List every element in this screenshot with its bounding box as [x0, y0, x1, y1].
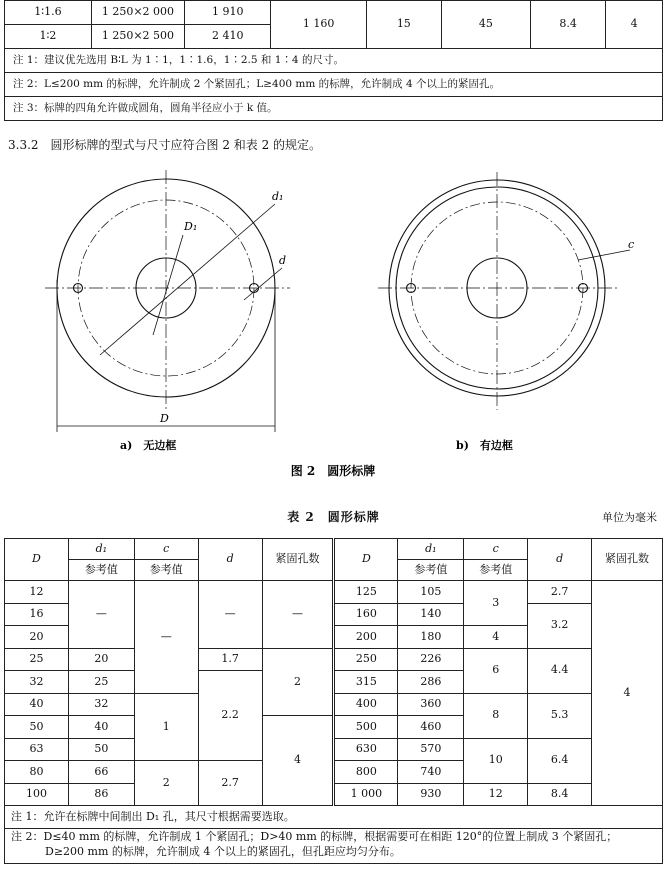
- cell-c: 12: [464, 783, 528, 806]
- cell-D: 250: [334, 648, 398, 671]
- cell-D: 400: [334, 693, 398, 716]
- area-cell: 2 410: [185, 25, 271, 49]
- label-b: b) 有边框: [456, 439, 513, 452]
- header-ref: 参考值: [134, 560, 198, 581]
- cell-D: 200: [334, 626, 398, 649]
- cell-d1: 32: [68, 693, 134, 716]
- ratio-cell: 1∶2: [5, 25, 92, 49]
- leader-D1: [153, 235, 183, 335]
- cell-D: 50: [5, 716, 69, 739]
- cell-D: 32: [5, 671, 69, 694]
- header-ref: 参考值: [398, 560, 464, 581]
- merged-cell: 15: [366, 1, 441, 49]
- cell-d1: 86: [68, 783, 134, 806]
- cell-c: 3: [464, 581, 528, 626]
- table-note: 注 1：允许在标牌中间制出 D₁ 孔，其尺寸根据需要选取。: [5, 806, 663, 829]
- table-row: [5, 1, 663, 25]
- plate-with-border: [378, 172, 630, 410]
- table-title: 表 2 圆形标牌: [287, 510, 380, 524]
- cell-d: 1.7: [198, 648, 262, 671]
- cell-d1: 50: [68, 738, 134, 761]
- area-cell: 1 910: [185, 1, 271, 25]
- cell-d: 8.4: [528, 783, 592, 806]
- header-d: d: [198, 539, 262, 581]
- cell-d1: 20: [68, 648, 134, 671]
- cell-D: 63: [5, 738, 69, 761]
- cell-d1: 40: [68, 716, 134, 739]
- table-note: [5, 829, 663, 864]
- cell-d1: 360: [398, 693, 464, 716]
- cell-c: 8: [464, 693, 528, 738]
- cell-holes: 2: [262, 648, 334, 716]
- table-note-line: 注 2：D≤40 mm 的标牌，允许制成 1 个紧固孔；D>40 mm 的标牌，根据需要可在相距 120°的位置上制成 3 个紧固孔；: [11, 830, 618, 843]
- header-c: c: [464, 539, 528, 560]
- table-note: 注 3：标牌的四角允许做成圆角，圆角半径应小于 k 值。: [5, 97, 663, 121]
- header-d: d: [528, 539, 592, 581]
- dim-label-c: c: [628, 238, 635, 251]
- cell-D: 125: [334, 581, 398, 604]
- leader-d: [244, 268, 282, 300]
- cell-d: 2.7: [198, 761, 262, 806]
- header-c: c: [134, 539, 198, 560]
- cell-d: —: [198, 581, 262, 649]
- table-row: [5, 783, 663, 806]
- cell-d1: 180: [398, 626, 464, 649]
- cell-d1: 105: [398, 581, 464, 604]
- cell-D: 25: [5, 648, 69, 671]
- table-note: 注 1：建议优先选用 B∶L 为 1∶1，1∶1.6，1∶2.5 和 1∶4 的尺寸。: [5, 49, 663, 73]
- cell-holes: 4: [592, 581, 663, 806]
- header-d1: d₁: [68, 539, 134, 560]
- header-d1: d₁: [398, 539, 464, 560]
- cell-D: 160: [334, 603, 398, 626]
- cell-c: 10: [464, 738, 528, 783]
- merged-cell: 1 160: [271, 1, 367, 49]
- cell-D: 20: [5, 626, 69, 649]
- cell-d1: 66: [68, 761, 134, 784]
- cell-d: 5.3: [528, 693, 592, 738]
- cell-d1: 226: [398, 648, 464, 671]
- cell-c: 2: [134, 761, 198, 806]
- cell-d1: 930: [398, 783, 464, 806]
- table-note: 注 2：L≤200 mm 的标牌，允许制成 2 个紧固孔；L≥400 mm 的标牌，允许制成 4 个以上的紧固孔。: [5, 73, 663, 97]
- plate-without-border: [45, 170, 290, 432]
- cell-d: 2.2: [198, 671, 262, 761]
- cell-D: 1 000: [334, 783, 398, 806]
- merged-cell: 8.4: [531, 1, 606, 49]
- header-D: D: [5, 539, 69, 581]
- cell-D: 630: [334, 738, 398, 761]
- merged-cell: 45: [441, 1, 530, 49]
- cell-d1: 286: [398, 671, 464, 694]
- figure-2: [0, 160, 667, 480]
- header-ref: 参考值: [464, 560, 528, 581]
- header-holes: 紧固孔数: [592, 539, 663, 581]
- cell-D: 800: [334, 761, 398, 784]
- top-table: [4, 0, 663, 121]
- section-text: 3.3.2 圆形标牌的型式与尺寸应符合图 2 和表 2 的规定。: [8, 138, 322, 152]
- table-note-line: D≥200 mm 的标牌，允许制成 4 个以上的紧固孔，但孔距应均匀分布。: [45, 845, 401, 859]
- ratio-cell: 1∶1.6: [5, 1, 92, 25]
- figure-caption: 图 2 圆形标牌: [290, 464, 376, 478]
- dim-label-D: D: [160, 412, 169, 425]
- cell-d: 4.4: [528, 648, 592, 693]
- header-ref: 参考值: [68, 560, 134, 581]
- merged-cell: 4: [606, 1, 663, 49]
- cell-c: 4: [464, 626, 528, 649]
- cell-D: 16: [5, 603, 69, 626]
- cell-holes: 4: [262, 716, 334, 806]
- size-cell: 1 250×2 000: [91, 1, 184, 25]
- table-row: [5, 738, 663, 761]
- label-a: a) 无边框: [120, 439, 177, 452]
- size-cell: 1 250×2 500: [91, 25, 184, 49]
- cell-D: 500: [334, 716, 398, 739]
- cell-holes: —: [262, 581, 334, 649]
- cell-D: 80: [5, 761, 69, 784]
- cell-d: 6.4: [528, 738, 592, 783]
- cell-d1: 740: [398, 761, 464, 784]
- cell-D: 12: [5, 581, 69, 604]
- cell-d1: 570: [398, 738, 464, 761]
- table-unit: 单位为毫米: [602, 511, 657, 524]
- cell-d1: —: [68, 581, 134, 649]
- cell-D: 40: [5, 693, 69, 716]
- cell-c: 6: [464, 648, 528, 693]
- cell-d: 3.2: [528, 603, 592, 648]
- table-2: [4, 538, 663, 864]
- cell-D: 100: [5, 783, 69, 806]
- header-holes: 紧固孔数: [262, 539, 334, 581]
- table-row: [5, 648, 663, 671]
- table-row: [5, 693, 663, 716]
- cell-d1: 460: [398, 716, 464, 739]
- dim-label-D1: D₁: [184, 220, 198, 233]
- cell-D: 315: [334, 671, 398, 694]
- cell-d1: 140: [398, 603, 464, 626]
- cell-c: —: [134, 581, 198, 694]
- header-D: D: [334, 539, 398, 581]
- cell-d1: 25: [68, 671, 134, 694]
- leader-c: [578, 250, 630, 260]
- dim-label-d: d: [279, 254, 287, 267]
- cell-c: 1: [134, 693, 198, 761]
- cell-d: 2.7: [528, 581, 592, 604]
- dim-label-d1: d₁: [272, 190, 284, 203]
- table-row: [5, 581, 663, 604]
